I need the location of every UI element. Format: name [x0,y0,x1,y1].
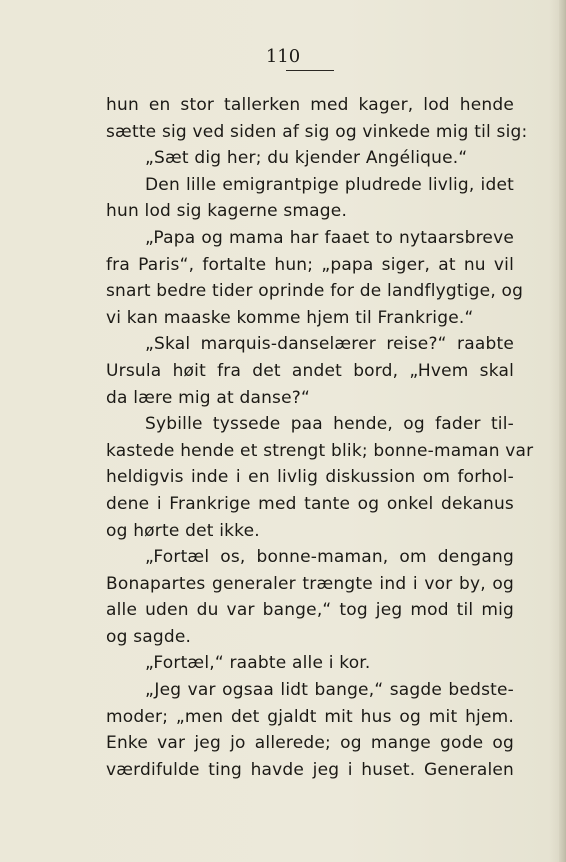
text-line: „Fortæl,“ raabte alle i kor. [145,653,371,674]
text-line: alle uden du var bange,“ tog jeg mod til mig [106,600,514,621]
page-number-rule [286,70,334,71]
text-line: Bonapartes generaler trængte ind i vor by, og [106,573,514,594]
text-line: „Fortæl os, bonne-maman, om dengang [145,547,514,568]
text-line: „Skal marquis-danselærer reise?“ raabte [145,334,514,355]
text-line: da lære mig at danse?“ [106,387,311,408]
text-line: snart bedre tider oprinde for de landflygtige, og [106,281,524,302]
page-edge [559,0,566,862]
text-line: sætte sig ved siden af sig og vinkede mig til sig: [106,121,528,142]
text-line: vi kan maaske komme hjem til Frankrige.“ [106,307,474,328]
text-line: hun lod sig kagerne smage. [106,201,348,222]
text-line: Enke var jeg jo allerede; og mange gode og [106,733,514,754]
text-line: „Sæt dig her; du kjender Angélique.“ [145,148,468,169]
text-line: og hørte det ikke. [106,520,260,541]
text-line: „Papa og mama har faaet to nytaarsbreve [145,227,514,248]
text-line: heldigvis inde i en livlig diskussion om forhol- [106,467,514,488]
text-line: fra Paris“, fortalte hun; „papa siger, at nu vil [106,254,514,275]
text-line: dene i Frankrige med tante og onkel dekanus [106,493,514,514]
text-line: „Jeg var ogsaa lidt bange,“ sagde bedste- [145,680,514,701]
text-line: Den lille emigrantpige pludrede livlig, idet [145,174,514,195]
text-line: hun en stor tallerken med kager, lod hende [106,95,514,115]
text-line: Sybille tyssede paa hende, og fader til- [145,414,514,435]
text-line: moder; „men det gjaldt mit hus og mit hjem. [106,706,514,727]
page-number: 110 [265,46,301,67]
text-line: kastede hende et strengt blik; bonne-maman var [106,440,534,461]
body-text [106,92,534,783]
text-line: værdifulde ting havde jeg i huset. Generalen [106,759,514,780]
text-line: og sagde. [106,626,192,647]
text-line: Ursula høit fra det andet bord, „Hvem skal [106,360,514,381]
